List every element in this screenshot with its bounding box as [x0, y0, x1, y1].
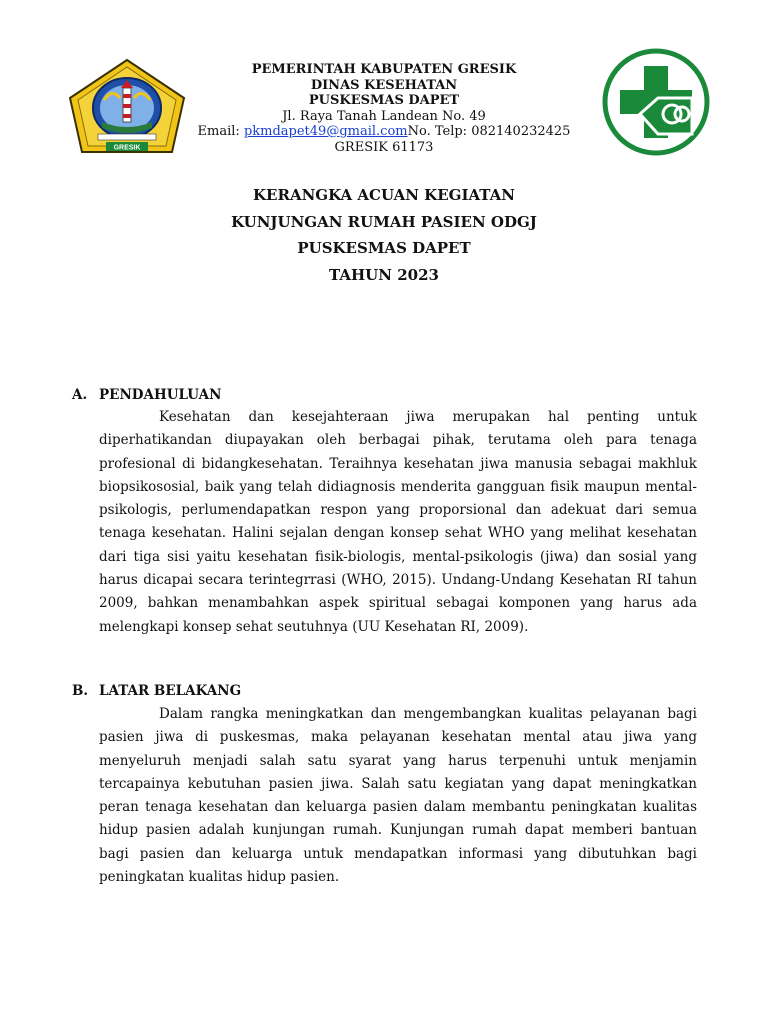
contact-line — [190, 124, 578, 140]
puskesmas-name: PUSKESMAS DAPET — [308, 93, 460, 108]
department-name: DINAS KESEHATAN — [310, 77, 458, 93]
title-line-1: KERANGKA ACUAN KEGIATAN — [253, 186, 515, 204]
puskesmas-logo-icon — [600, 48, 712, 156]
agency-name: PEMERINTAH KABUPATEN GRESIK — [251, 62, 517, 77]
email-label: Email: — [197, 124, 244, 139]
section-b-heading — [72, 683, 241, 699]
title-line-4: TAHUN 2023 — [329, 265, 439, 284]
address: Jl. Raya Tanah Landean No. 49 — [282, 108, 486, 124]
gresik-emblem-icon — [68, 58, 186, 154]
email-link[interactable]: pkmdapet49@gmail.com — [243, 124, 408, 139]
letterhead — [190, 62, 578, 155]
svg-text:GRESIK: GRESIK — [113, 144, 141, 152]
section-a-heading — [72, 387, 221, 403]
section-b-letter: B. — [72, 683, 89, 699]
phone-number: No. Telp: 082140232425 — [407, 124, 571, 139]
document-title — [0, 185, 768, 291]
section-a-letter: A. — [72, 387, 88, 403]
title-line-2: KUNJUNGAN RUMAH PASIEN ODGJ — [231, 212, 537, 231]
section-a-title: PENDAHULUAN — [99, 387, 222, 403]
title-line-3: PUSKESMAS DAPET — [297, 239, 471, 257]
section-b-title: LATAR BELAKANG — [99, 683, 242, 699]
section-b-paragraph: Dalam rangka meningkatkan dan mengembangkan kualitas pelayanan bagi pasien jiwa di puskesmas, maka pelayanan kesehatan mental atau jiwa yang menyeluruh menjadi salah satu syarat yang harus terpenuhi untuk menjamin tercapainya kebutuhan pasien jiwa. Salah satu kegiatan yang dapat meningkatkan peran tenaga kesehatan dan keluarga pasien dalam membantu peningkatan kualitas hidup pasien adalah kunjungan rumah. Kunjungan rumah dapat memberi bantuan bagi pasien dan keluarga untuk mendapatkan informasi yang dibutuhkan bagi peningkatan kualitas hidup pasien. — [99, 706, 697, 886]
section-a-paragraph: Kesehatan dan kesejahteraan jiwa merupakan hal penting untuk diperhatikandan diupayakan oleh berbagai pihak, terutama oleh para tenaga profesional di bidangkesehatan. Teraihnya kesehatan jiwa manusia sebagai makhluk biopsikososial, baik yang telah didiagnosis menderita gangguan fisik maupun mental-psikologis, perlumendapatkan respon yang proporsional dan adekuat dari semua tenaga kesehatan. Halini sejalan dengan konsep sehat WHO yang melihat kesehatan dari tiga sisi yaitu kesehatan fisik-biologis, mental-psikologis (jiwa) dan sosial yang harus dicapai secara terintegrrasi (WHO, 2015). Undang-Undang Kesehatan RI tahun 2009, bahkan menambahkan aspek spiritual sebagai komponen yang harus ada melengkapi konsep sehat seutuhnya (UU Kesehatan RI, 2009). — [99, 409, 697, 635]
city-postcode: GRESIK 61173 — [334, 139, 434, 155]
